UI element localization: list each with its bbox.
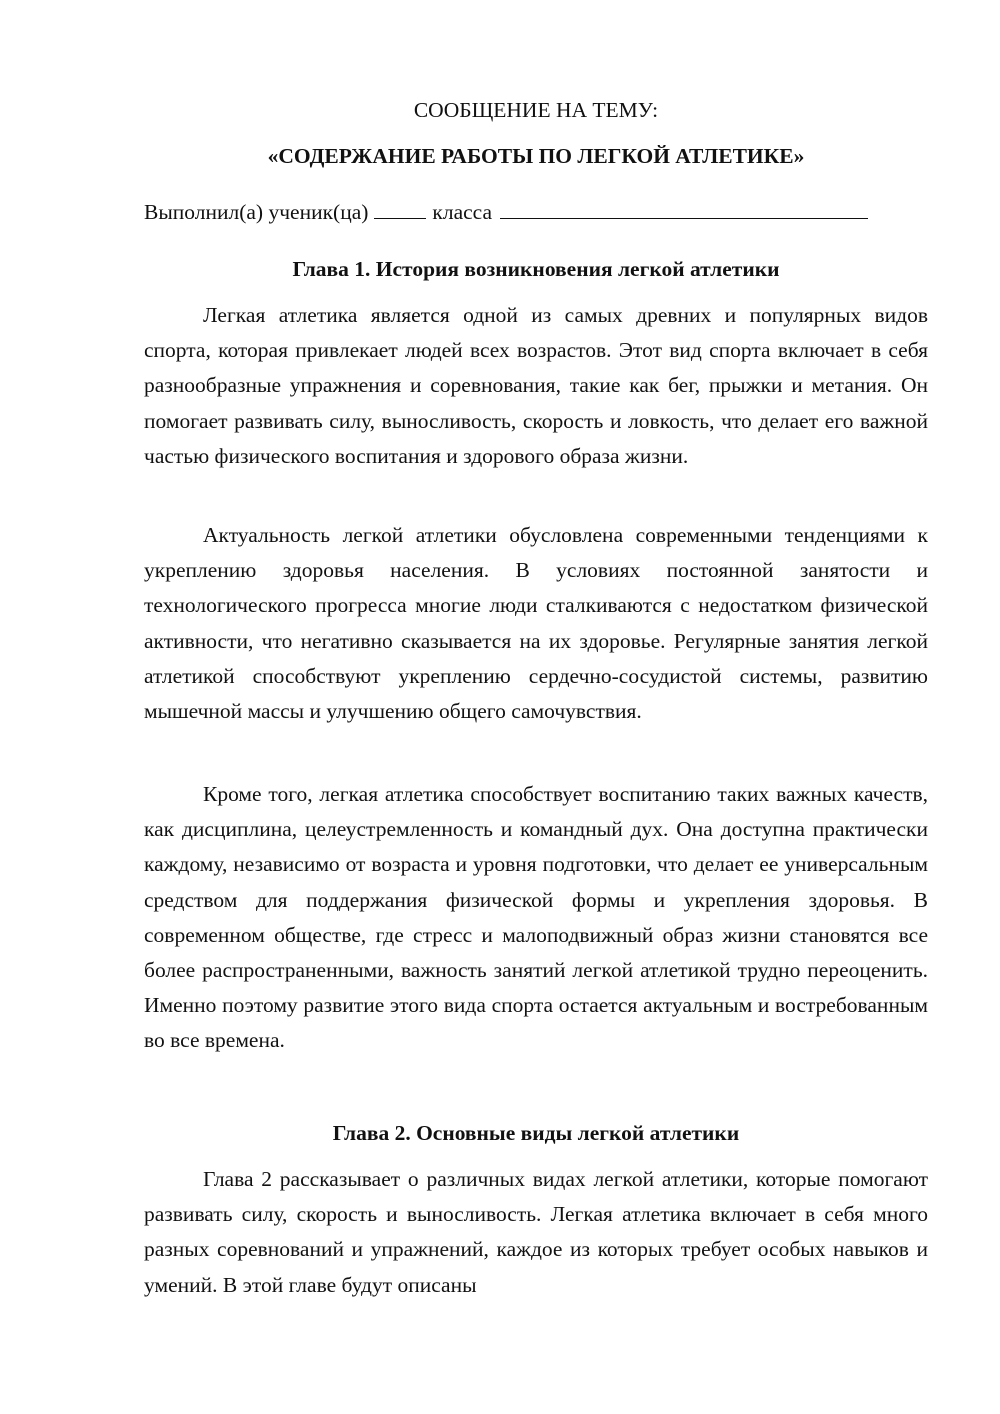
- class-number-blank: [374, 198, 426, 219]
- chapter-2-heading: Глава 2. Основные виды легкой атлетики: [332, 1121, 740, 1145]
- author-prefix: Выполнил(а) ученик(ца): [144, 200, 369, 224]
- document-title: «СОДЕРЖАНИЕ РАБОТЫ ПО ЛЕГКОЙ АТЛЕТИКЕ»: [267, 144, 805, 168]
- chapter-1-paragraph-3: Кроме того, легкая атлетика способствует воспитанию таких важных качеств, как дисциплина, целеустремленность и командный дух. Она доступна практически каждому, независимо от возраста и уровня подготовки, что делает ее универсальным средством для поддержания физической формы и укрепления здоровья. В современном обществе, где стресс и малоподвижный образ жизни становятся все более распространенными, важность занятий легкой атлетикой трудно переоценить. Именно поэтому развитие этого вида спорта остается актуальным и востребованным во все времена.: [144, 782, 928, 1053]
- chapter-1-heading: Глава 1. История возникновения легкой атлетики: [292, 257, 780, 281]
- chapter-1-paragraph-2: Актуальность легкой атлетики обусловлена современными тенденциями к укреплению здоровья населения. В условиях постоянной занятости и технологического прогресса многие люди сталкиваются с недостатком физической активности, что негативно сказывается на их здоровье. Регулярные занятия легкой атлетикой способствуют укреплению сердечно-сосудистой системы, развитию мышечной массы и улучшению общего самочувствия.: [144, 523, 928, 724]
- chapter-2-paragraph-1: Глава 2 рассказывает о различных видах легкой атлетики, которые помогают развивать силу, скорость и выносливость. Легкая атлетика включает в себя много разных соревнований и упражнений, каждое из которых требует особых навыков и умений. В этой главе будут описаны: [144, 1167, 928, 1297]
- student-name-blank: [500, 198, 868, 219]
- class-label: класса: [432, 200, 493, 224]
- author-line: [144, 198, 928, 226]
- topic-line: СООБЩЕНИЕ НА ТЕМУ:: [413, 98, 659, 122]
- chapter-1-paragraph-1: Легкая атлетика является одной из самых древних и популярных видов спорта, которая привлекает людей всех возрастов. Этот вид спорта включает в себя разнообразные упражнения и соревнования, такие как бег, прыжки и метания. Он помогает развивать силу, выносливость, скорость и ловкость, что делает его важной частью физического воспитания и здорового образа жизни.: [144, 303, 928, 468]
